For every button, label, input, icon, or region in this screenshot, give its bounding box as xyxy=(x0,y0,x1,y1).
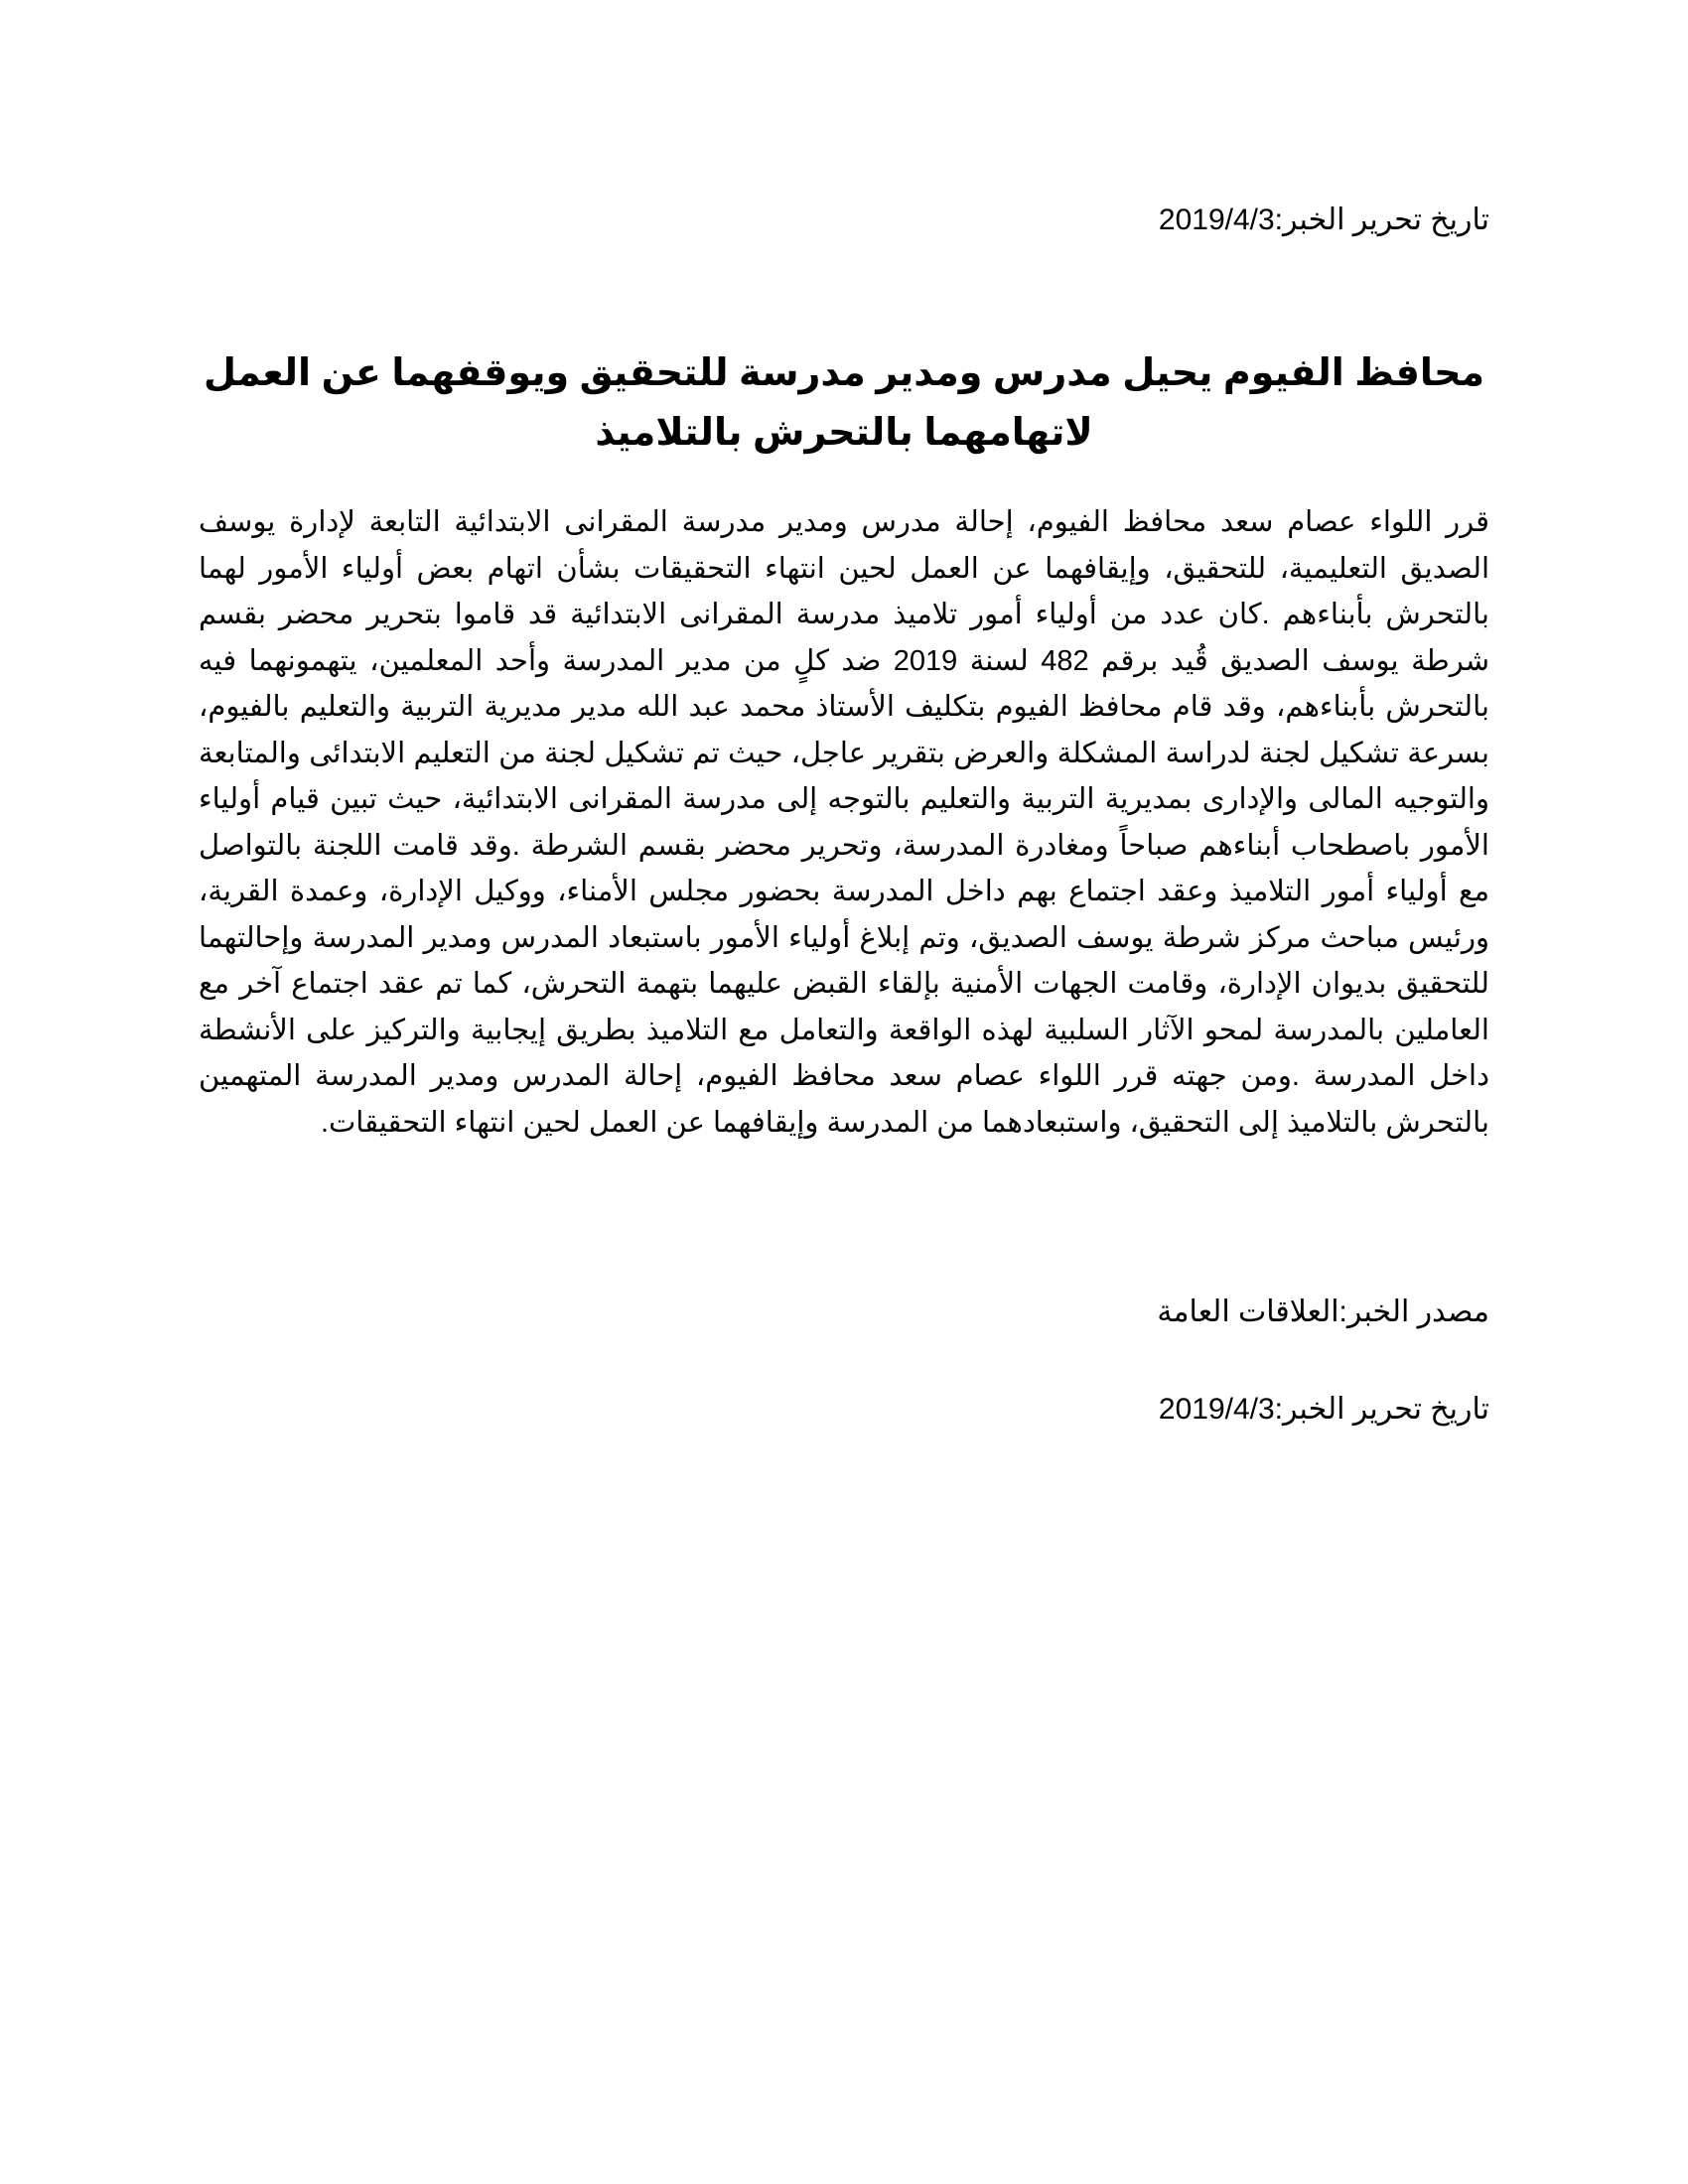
article-body: قرر اللواء عصام سعد محافظ الفيوم، إحالة مدرس ومدير مدرسة المقرانى الابتدائية التابعة لإدارة يوسف الصديق التعليمية، للتحقيق، وإيقافهما عن العمل لحين انتهاء التحقيقات بشأن اتهام بعض أولياء الأمور لهما بالتحرش بأبناءهم .كان عدد من أولياء أمور تلاميذ مدرسة المقرانى الابتدائية قد قاموا بتحرير محضر بقسم شرطة يوسف الصديق قُيد برقم 482 لسنة 2019 ضد كلٍ من مدير المدرسة وأحد المعلمين، يتهمونهما فيه بالتحرش بأبناءهم، وقد قام محافظ الفيوم بتكليف الأستاذ محمد عبد الله مدير مديرية التربية والتعليم بالفيوم، بسرعة تشكيل لجنة لدراسة المشكلة والعرض بتقرير عاجل، حيث تم تشكيل لجنة من التعليم الابتدائى والمتابعة والتوجيه المالى والإدارى بمديرية التربية والتعليم بالتوجه إلى مدرسة المقرانى الابتدائية، حيث تبين قيام أولياء الأمور باصطحاب أبناءهم صباحاً ومغادرة المدرسة، وتحرير محضر بقسم الشرطة .وقد قامت اللجنة بالتواصل مع أولياء أمور التلاميذ وعقد اجتماع بهم داخل المدرسة بحضور مجلس الأمناء، ووكيل الإدارة، وعمدة القرية، ورئيس مباحث مركز شرطة يوسف الصديق، وتم إبلاغ أولياء الأمور باستبعاد المدرس ومدير المدرسة وإحالتهما للتحقيق بديوان الإدارة، وقامت الجهات الأمنية بإلقاء القبض عليهما بتهمة التحرش، كما تم عقد اجتماع آخر مع العاملين بالمدرسة لمحو الآثار السلبية لهذه الواقعة والتعامل مع التلاميذ بطريق إيجابية والتركيز على الأنشطة داخل المدرسة .ومن جهته قرر اللواء عصام سعد محافظ الفيوم، إحالة المدرس ومدير المدرسة المتهمين بالتحرش بالتلاميذ إلى التحقيق، واستبعادهما من المدرسة وإيقافهما عن العمل لحين انتهاء التحقيقات. xyxy=(199,506,1489,1139)
article-date-top: تاريخ تحرير الخبر:2019/4/3 xyxy=(1158,204,1489,236)
article-source: مصدر الخبر:العلاقات العامة xyxy=(1157,1296,1489,1328)
article-date-bottom: تاريخ تحرير الخبر:2019/4/3 xyxy=(1158,1393,1489,1426)
article-title: محافظ الفيوم يحيل مدرس ومدير مدرسة للتحقيق ويوقفهما عن العمل لاتهامهما بالتحرش بالتلاميذ xyxy=(203,352,1485,454)
